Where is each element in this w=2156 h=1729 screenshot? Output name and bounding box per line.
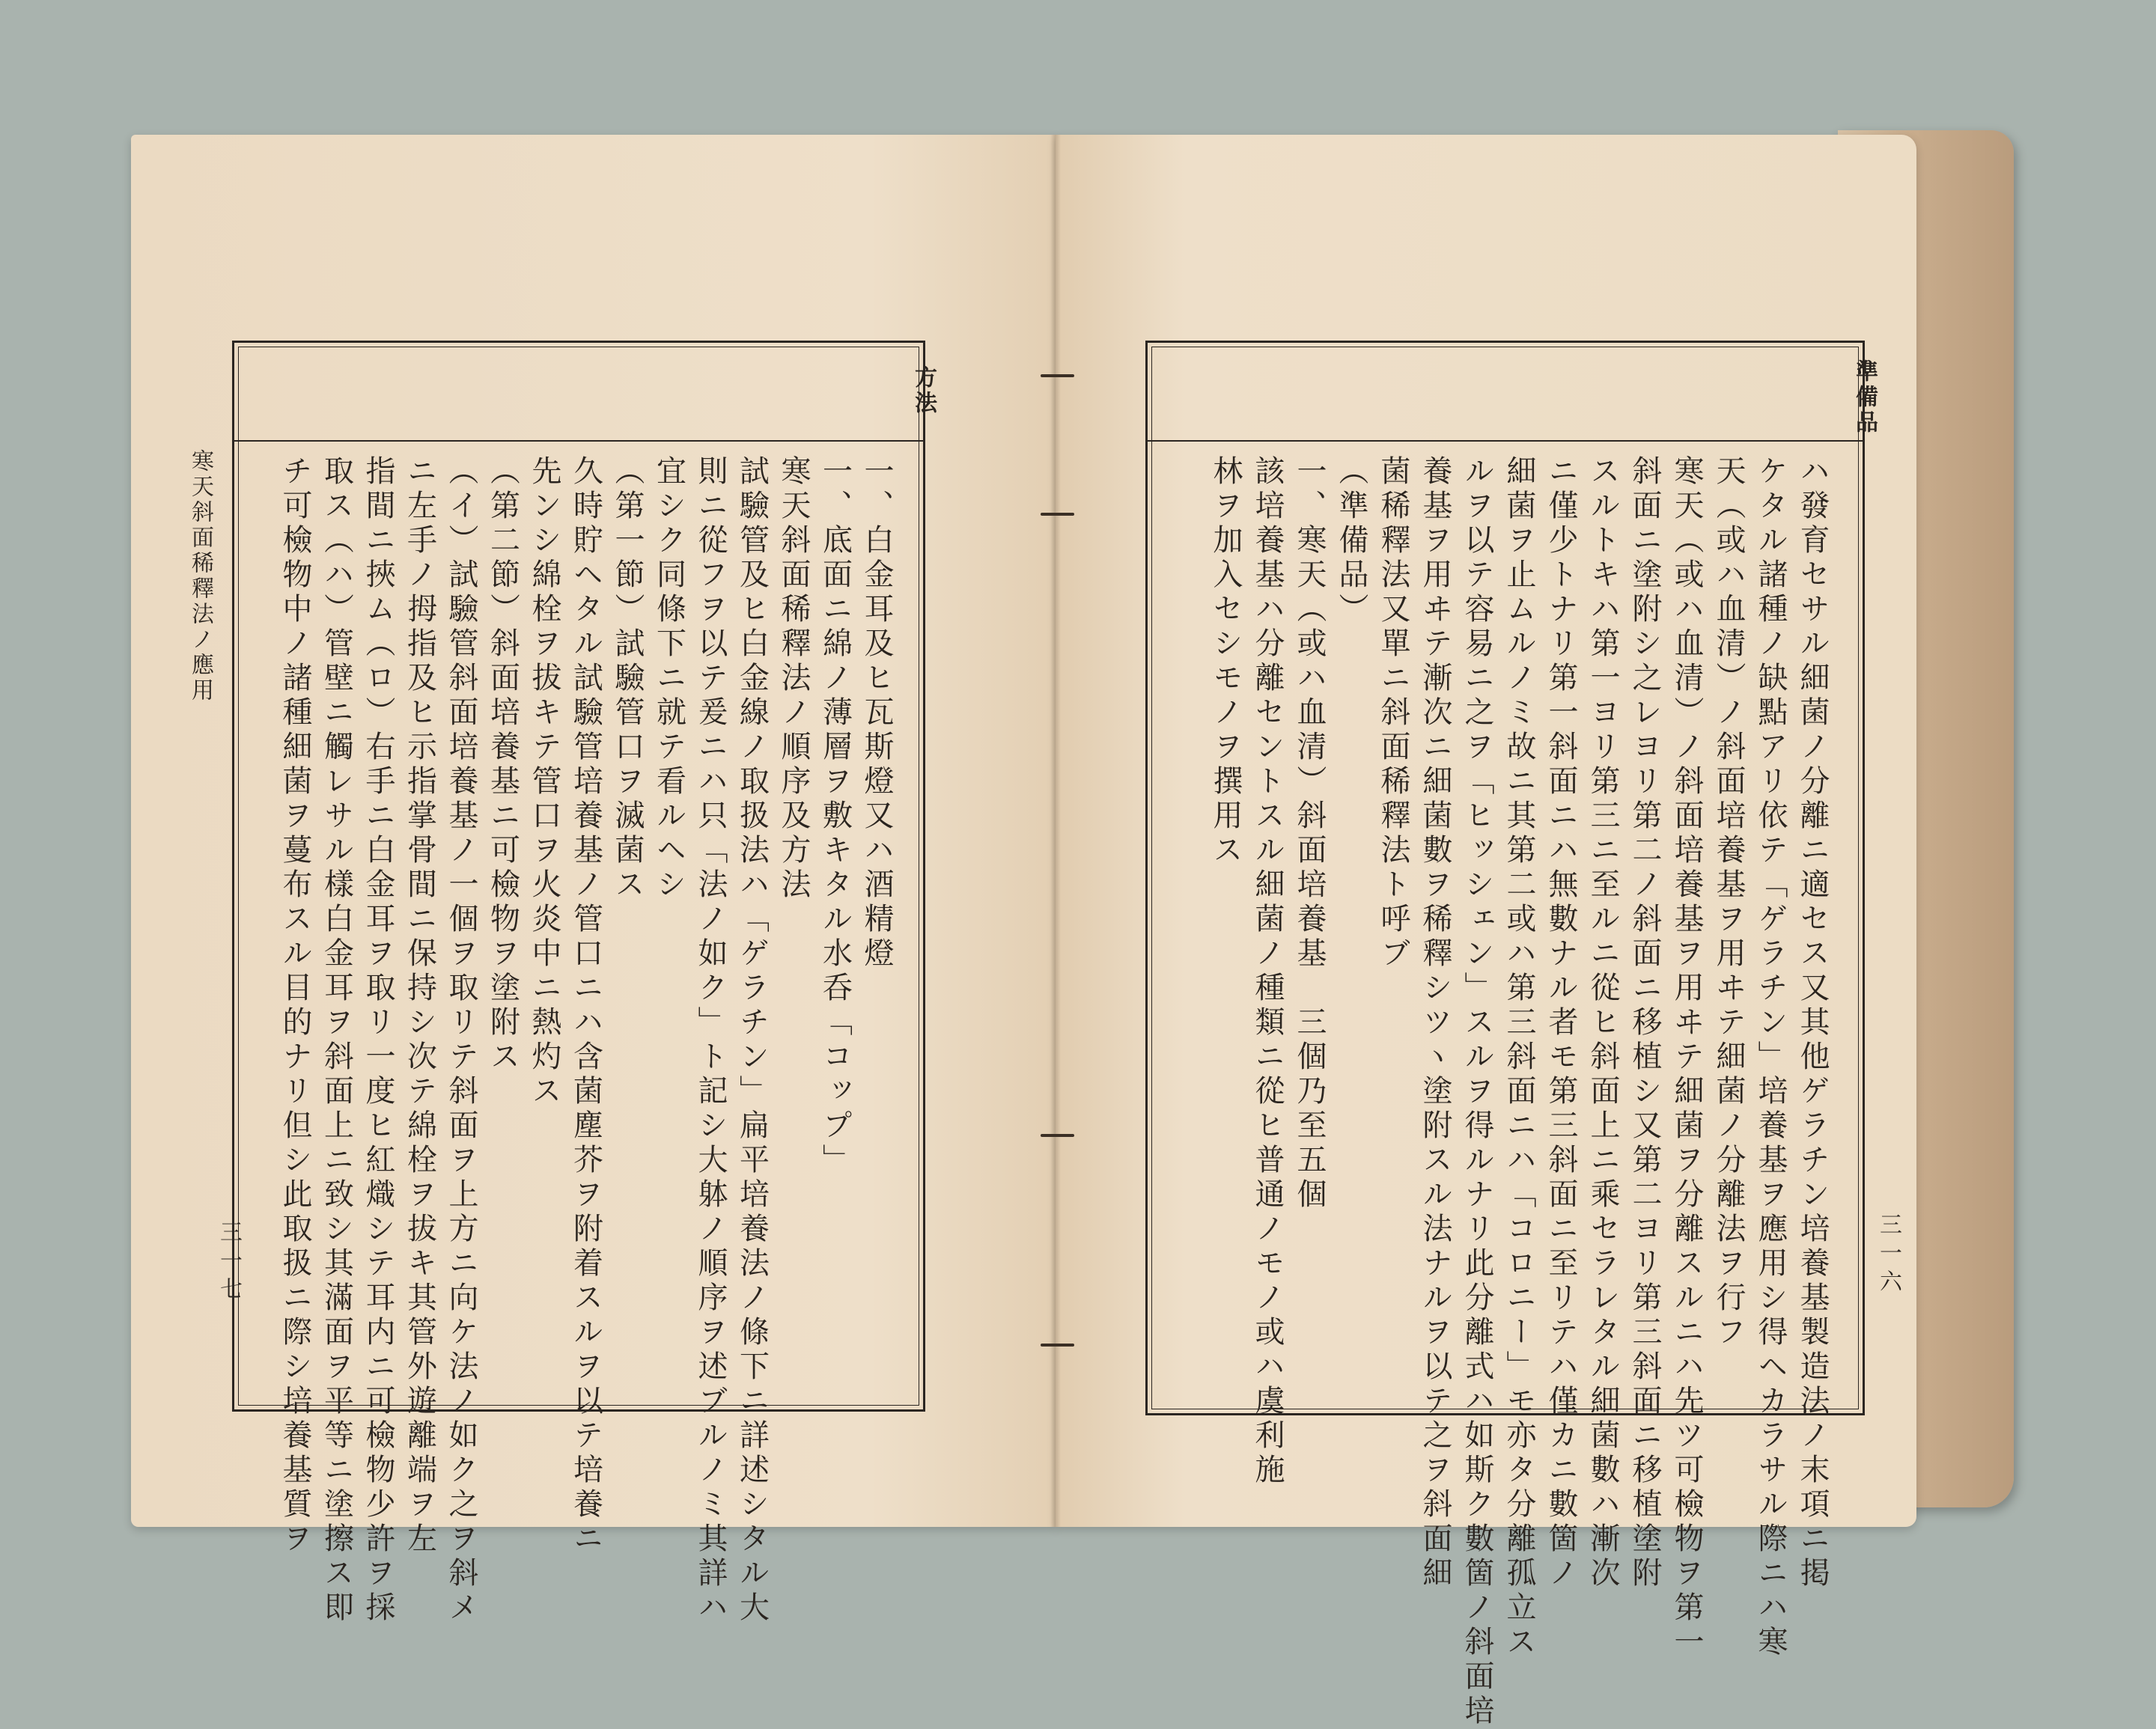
book-gutter <box>1050 135 1061 1527</box>
binding-stitch <box>1041 1344 1074 1347</box>
text-column: 一、白金耳及ヒ瓦斯燈又ハ酒精燈 <box>859 455 894 972</box>
text-column: 菌稀釋法又單ニ斜面稀釋法ト呼ブ <box>1376 455 1410 972</box>
text-column: 寒天（或ハ血清）ノ斜面培養基ヲ用ヰテ細菌ヲ分離スルニハ先ツ可檢物ヲ第一 <box>1669 455 1704 1660</box>
right-header-row <box>1148 343 1863 442</box>
text-column: 一、寒天（或ハ血清）斜面培養基 三個乃至五個 <box>1292 455 1327 1213</box>
text-column: 林ヲ加入セシモノヲ撰用ス <box>1208 455 1243 868</box>
text-column: 細菌ヲ止ムルノミ故ニ其第二或ハ第三斜面ニハ「コロニー」モ亦タ分離孤立ス <box>1502 455 1536 1660</box>
text-column: 試驗管及ヒ白金線ノ取扱法ハ「ゲラチン」扁平培養法ノ條下ニ詳述シタル大 <box>734 455 770 1626</box>
left-page-number: 三一七 <box>216 1220 242 1305</box>
left-header-row <box>234 343 923 442</box>
binding-stitch <box>1041 374 1074 377</box>
binding-stitch <box>1041 513 1074 516</box>
text-column: （イ）試驗管斜面培養基ノ一個ヲ取リテ斜面ヲ上方ニ向ケ法ノ如ク之ヲ斜メ <box>444 455 478 1626</box>
text-column: 一、底面ニ綿ノ薄層ヲ敷キタル水呑「コップ」 <box>817 455 853 1178</box>
text-column: 宜シク同條下ニ就テ看ルヘシ <box>651 455 686 903</box>
text-column: （準備品） <box>1334 455 1368 627</box>
text-column: （第一節）試驗管口ヲ滅菌ス <box>610 455 645 903</box>
left-page <box>131 135 1056 1626</box>
text-column: 該培養基ハ分離セントスル細菌ノ種類ニ從ヒ普通ノモノ或ハ虞利施 <box>1250 455 1285 1488</box>
text-column: ハ發育セサル細菌ノ分離ニ適セス又其他ゲラチン培養基製造法ノ末項ニ掲 <box>1795 455 1830 1591</box>
text-column: 斜面ニ塗附シ之レヨリ第二ノ斜面ニ移植シ又第二ヨリ第三斜面ニ移植塗附 <box>1627 455 1662 1591</box>
text-column: 先ンシ綿栓ヲ拔キテ管口ヲ火炎中ニ熱灼ス <box>527 455 561 1109</box>
text-column: （第二節）斜面培養基ニ可檢物ヲ塗附ス <box>485 455 520 1075</box>
right-section-heading: 準備品 <box>1851 359 1878 436</box>
text-column: チ可檢物中ノ諸種細菌ヲ蔓布スル目的ナリ但シ此取扱ニ際シ培養基質ヲ <box>278 455 312 1557</box>
text-column: スルトキハ第一ヨリ第三ニ至ルニ從ヒ斜面上ニ乘セラレタル細菌數ハ漸次 <box>1586 455 1620 1591</box>
text-column: ケタル諸種ノ缺點アリ依テ「ゲラチン」培養基ヲ應用シ得ヘカラサル際ニハ寒 <box>1753 455 1788 1660</box>
left-section-heading: 方法 <box>910 365 937 416</box>
text-column: 取ス（ハ）管壁ニ觸レサル樣白金耳ヲ斜面上ニ致シ其滿面ヲ平等ニ塗擦ス即 <box>319 455 354 1626</box>
text-column: ニ僅少トナリ第一斜面ニハ無數ナル者モ第三斜面ニ至リテハ僅カニ數箇ノ <box>1544 455 1578 1591</box>
right-page <box>1056 135 1916 1729</box>
text-column: ルヲ以テ容易ニ之ヲ「ヒッシェン」スルヲ得ルナリ此分離式ハ如斯ク數箇ノ斜面培 <box>1460 455 1494 1729</box>
text-column: 天（或ハ血清）ノ斜面培養基ヲ用ヰテ細菌ノ分離法ヲ行フ <box>1711 455 1746 1350</box>
open-book <box>131 127 2018 1729</box>
binding-stitch <box>1041 1134 1074 1137</box>
text-column: 指間ニ挾ム（ロ）右手ニ白金耳ヲ取リ一度ヒ紅熾シテ耳内ニ可檢物少許ヲ採 <box>361 455 395 1626</box>
text-column: 則ニ從フヲ以テ爰ニハ只「法ノ如ク」ト記シ大躰ノ順序ヲ述ブルノミ其詳ハ <box>693 455 728 1626</box>
text-column: 養基ヲ用ヰテ漸次ニ細菌數ヲ稀釋シツヽ塗附スル法ナルヲ以テ之ヲ斜面細 <box>1418 455 1452 1591</box>
text-column: 久時貯ヘタル試驗管培養基ノ管口ニハ含菌塵芥ヲ附着スルヲ以テ培養ニ <box>568 455 603 1557</box>
running-title: 寒天斜面稀釋法ノ應用 <box>187 449 213 704</box>
text-column: ニ左手ノ拇指及ヒ示指掌骨間ニ保持シ次テ綿栓ヲ拔キ其管外遊離端ヲ左 <box>402 455 437 1557</box>
left-text-frame <box>232 341 937 1626</box>
right-text-frame <box>1145 341 1878 1729</box>
text-column: 寒天斜面稀釋法ノ順序及方法 <box>776 455 811 903</box>
right-page-number: 三一六 <box>1875 1213 1901 1298</box>
